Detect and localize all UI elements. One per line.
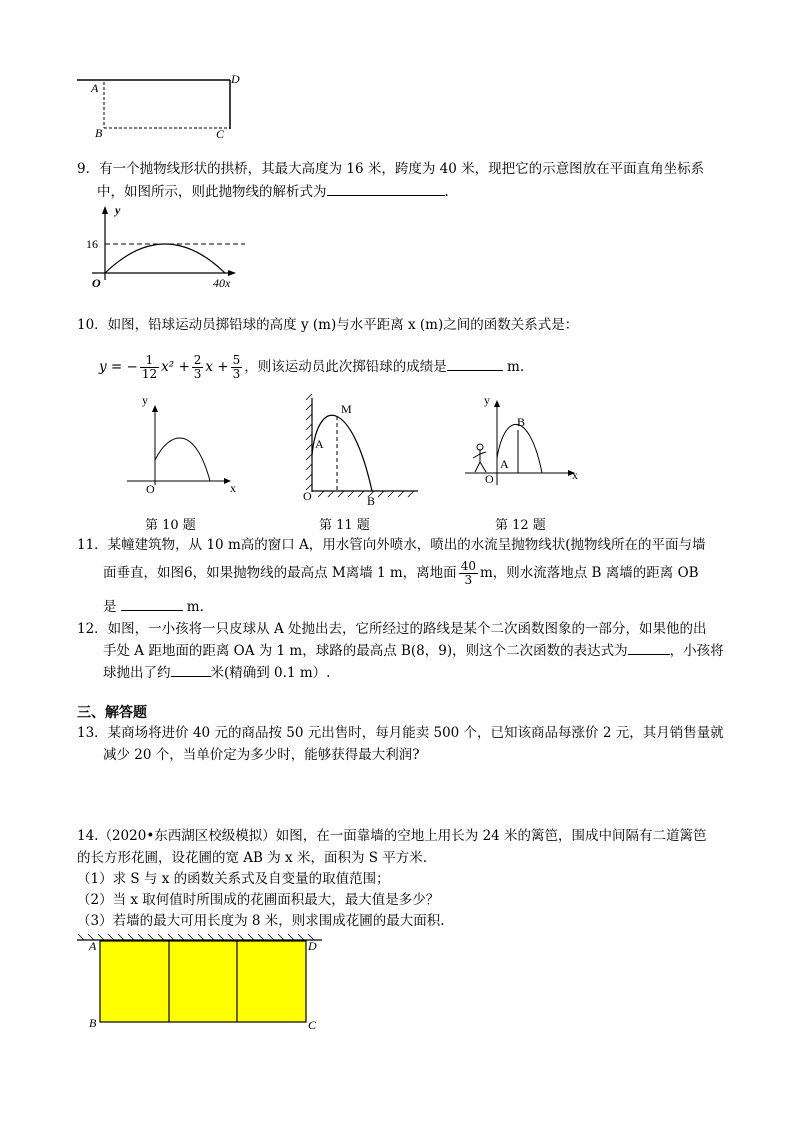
q10-frac-2: $\frac{2}{3}$: [193, 353, 202, 381]
q10-frac-1: $\frac{1}{12}$: [141, 353, 158, 381]
q13-line1: 13．某商场将进价 40 元的商品按 50 元出售时，每月能卖 500 个，已知该商品每涨价 2 元，其月销售量就: [77, 725, 724, 741]
q12-line3-end: 米(精确到 0.1 m）.: [210, 665, 331, 681]
fig12-caption: 第 12 题: [495, 518, 546, 533]
q14-line1: 14.（2020•东西湖区校级模拟）如图，在一面靠墙的空地上用长为 24 米的篱笆，围成中间隔有二道篱笆: [77, 828, 707, 844]
q9-origin: O: [92, 276, 101, 290]
q10-tail: ，则该运动员此次掷铅球的成绩是: [244, 359, 447, 375]
fig11-label-m: M: [341, 402, 352, 416]
fig12-x-label: x: [572, 468, 578, 482]
q10-eq-t1: x² +: [161, 359, 190, 375]
q10-line1: 10．如图，铅球运动员掷铅球的高度 y (m)与水平距离 x (m)之间的函数关系式是：: [77, 317, 579, 333]
q9-line1: 9．有一个抛物线形状的拱桥，其最大高度为 16 米，跨度为 40 米，现把它的示意图放在平面直角坐标系: [77, 161, 705, 177]
q14-label-b: B: [89, 1016, 97, 1030]
top-label-a: A: [91, 81, 99, 95]
q12-line1: 12．如图，一小孩将一只皮球从 A 处抛出去，它所经过的路线是某个二次函数图象的一部分，如果他的出: [77, 621, 707, 637]
fig10-x-label: x: [230, 481, 236, 495]
q12-line2-end: ，小孩将: [669, 643, 724, 659]
fig11-label-b: B: [367, 494, 376, 508]
q10-tail-end: m.: [502, 359, 525, 375]
q9-line2-end: .: [444, 184, 449, 200]
q9-y-label: y: [115, 203, 121, 217]
top-label-c: C: [216, 127, 225, 141]
q14-label-d: D: [308, 939, 317, 953]
q13-line2: 减少 20 个，当单价定为多少时，能够获得最大利润?: [103, 747, 420, 763]
fig10-y-label: y: [142, 393, 148, 407]
fig12-origin: O: [485, 472, 494, 486]
q11-frac: $\frac{40}{3}$: [460, 559, 476, 587]
q10-frac-3: $\frac{5}{3}$: [232, 353, 241, 381]
q11-line3-text: 是: [103, 599, 117, 615]
q11-line2-end: m，则水流落地点 B 离墙的距离 OB: [479, 565, 699, 581]
q11-line1: 11．某幢建筑物，从 10 m高的窗口 A，用水管向外喷水，喷出的水流呈抛物线状(抛物线所在的平面与墙: [77, 537, 706, 553]
fig12-y-label: y: [484, 393, 490, 407]
q9-line2-text: 中，如图所示，则此抛物线的解析式为: [97, 184, 327, 200]
q14-line5: （3）若墙的最大可用长度为 8 米，则求围成花圃的最大面积.: [77, 913, 445, 929]
fig10-origin: O: [146, 482, 155, 496]
q12-line3-text: 球抛出了约: [103, 665, 171, 681]
top-label-d: D: [231, 72, 240, 86]
fig11-caption: 第 11 题: [319, 518, 370, 533]
q9-tick-16: 16: [86, 237, 98, 251]
q9-x-label: 40x: [213, 276, 231, 290]
q14-line2: 的长方形花圃，设花圃的宽 AB 为 x 米，面积为 S 平方米.: [77, 850, 428, 866]
q11-line3-end: m.: [182, 599, 204, 615]
fig12-label-a: A: [500, 457, 509, 471]
fig11-origin: O: [303, 489, 312, 503]
section-3-title: 三、解答题: [77, 705, 147, 721]
fig12-label-b: B: [517, 415, 526, 429]
q10-eq-y: y = −: [99, 359, 138, 375]
q14-label-c: C: [308, 1018, 317, 1032]
q14-line3: （1）求 S 与 x 的函数关系式及自变量的取值范围；: [77, 871, 390, 887]
q14-label-a: A: [89, 939, 97, 953]
q14-line4: （2）当 x 取何值时所围成的花圃面积最大，最大值是多少？: [77, 892, 440, 908]
q10-eq-t2: x +: [205, 359, 229, 375]
q11-line2-text: 面垂直，如图6，如果抛物线的最高点 M离墙 1 m，离地面: [103, 565, 457, 581]
q12-line2-text: 手处 A 距地面的距离 OA 为 1 m，球路的最高点 B(8，9)，则这个二次函数的表达式为: [103, 643, 628, 659]
top-label-b: B: [95, 126, 103, 140]
fig11-label-a: A: [315, 437, 324, 451]
fig10-caption: 第 10 题: [145, 518, 196, 533]
